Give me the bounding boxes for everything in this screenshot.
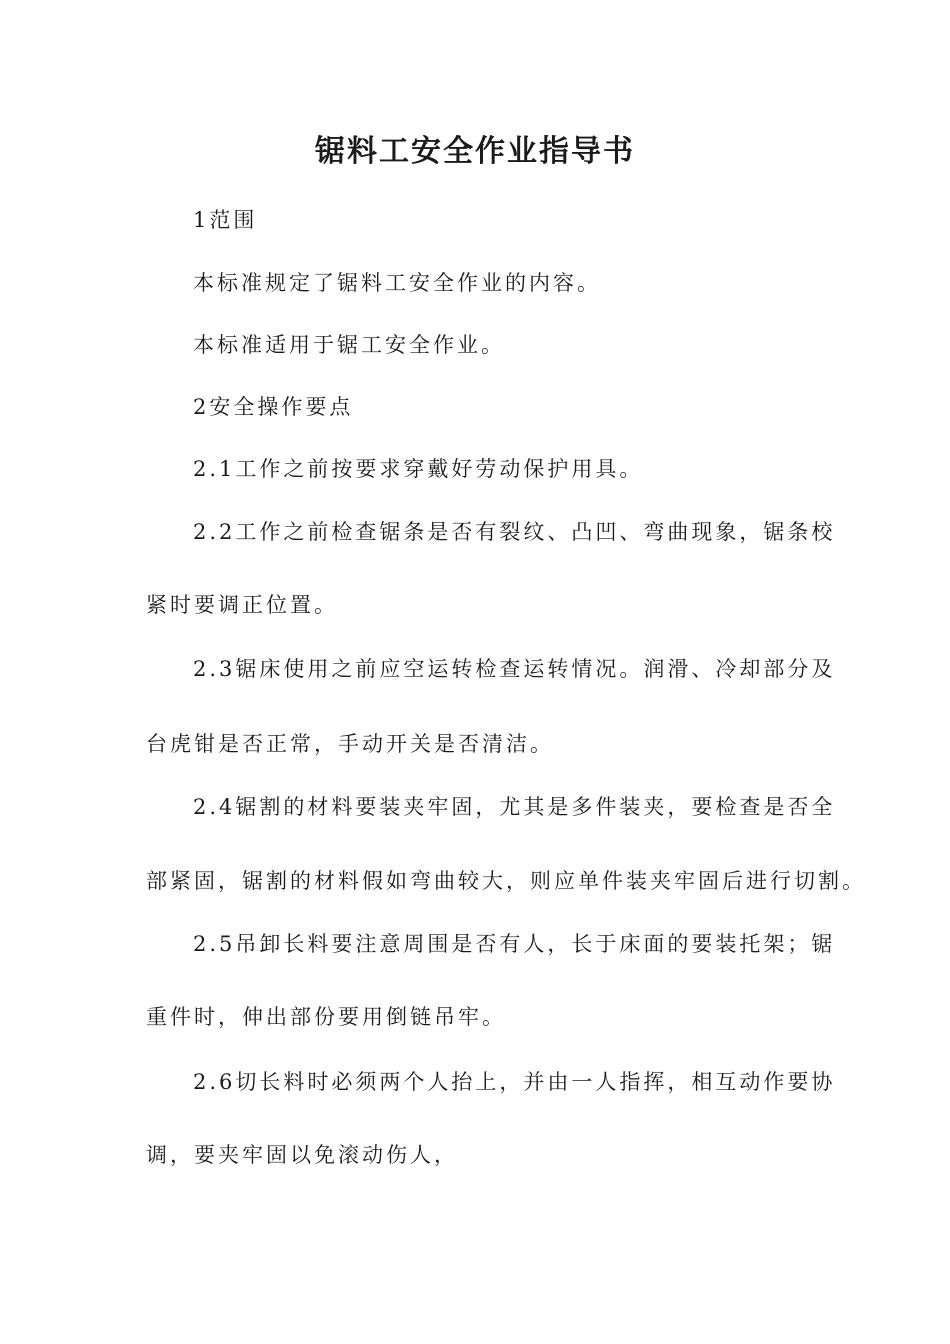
paragraph-line: 2.2工作之前检查锯条是否有裂纹、凸凹、弯曲现象，锯条校 [193, 520, 836, 544]
paragraph-line: 2.1工作之前按要求穿戴好劳动保护用具。 [193, 457, 644, 481]
paragraph-line: 重件时，伸出部份要用倒链吊牢。 [146, 1005, 506, 1029]
paragraph-line: 2.4锯割的材料要装夹牢固，尤其是多件装夹，要检查是否全 [193, 795, 836, 819]
paragraph-line: 本标准规定了锯料工安全作业的内容。 [193, 271, 601, 295]
paragraph-line: 部紧固，锯割的材料假如弯曲较大，则应单件装夹牢固后进行切割。 [146, 869, 866, 893]
paragraph-line: 台虎钳是否正常，手动开关是否清洁。 [146, 732, 554, 756]
document-title: 锯料工安全作业指导书 [315, 134, 635, 169]
paragraph-line: 紧时要调正位置。 [146, 593, 338, 617]
section-heading-safety: 2安全操作要点 [193, 395, 354, 419]
paragraph-line: 2.3锯床使用之前应空运转检查运转情况。润滑、冷却部分及 [193, 657, 836, 681]
section-heading-scope: 1范围 [193, 208, 258, 232]
paragraph-line: 2.5吊卸长料要注意周围是否有人，长于床面的要装托架；锯 [193, 932, 836, 956]
paragraph-line: 2.6切长料时必须两个人抬上，并由一人指挥，相互动作要协 [193, 1070, 836, 1094]
paragraph-line: 本标准适用于锯工安全作业。 [193, 333, 505, 357]
paragraph-line: 调，要夹牢固以免滚动伤人， [146, 1143, 458, 1167]
